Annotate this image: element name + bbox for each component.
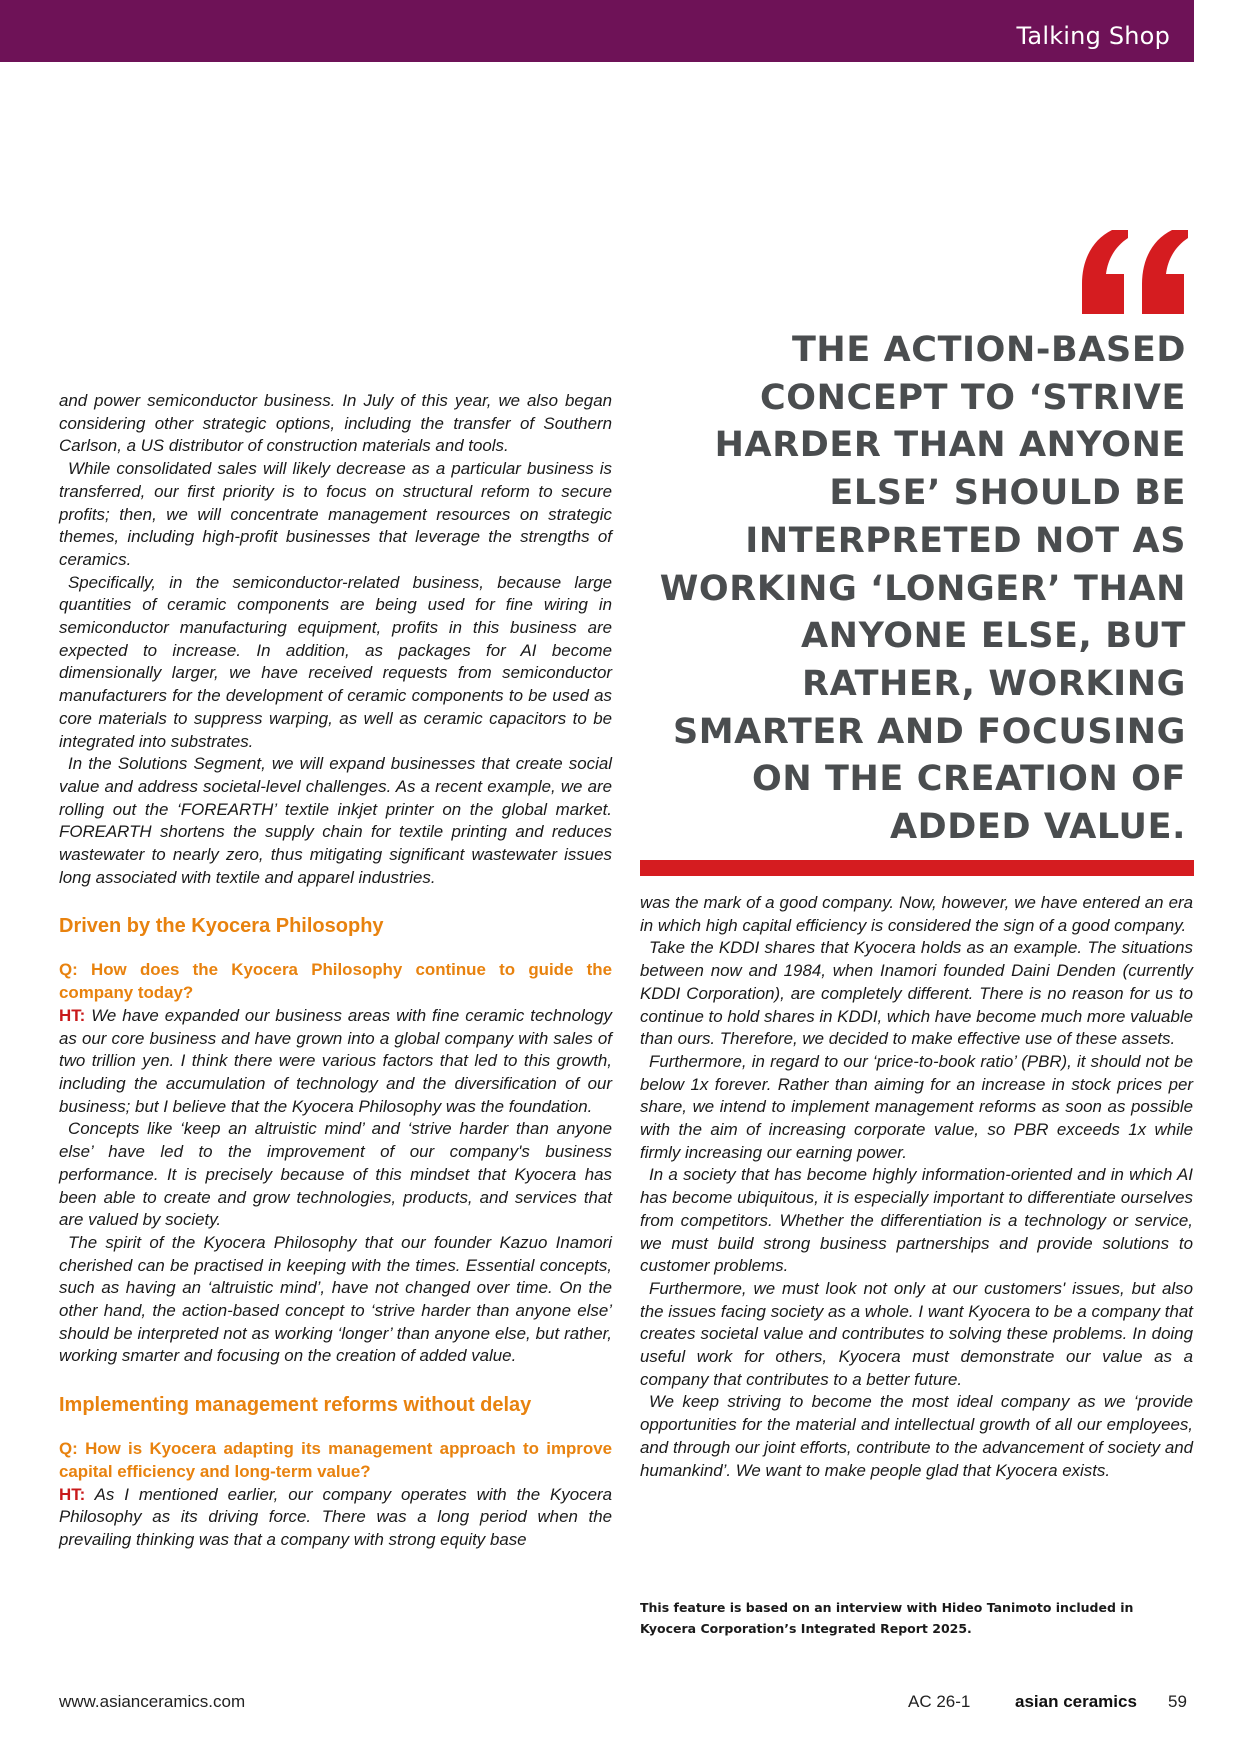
- paragraph: and power semiconductor business. In July of this year, we also began considering other strategic options, including the transfer of Southern Carlson, a US distributor of construction materials and tools.: [59, 391, 612, 456]
- footer-issue: AC 26-1: [908, 1692, 971, 1711]
- paragraph: We keep striving to become the most ideal company as we ‘provide opportunities for the material and intellectual growth of all our employees, and through our joint efforts, contribute to the advancement of society and humankind’. We want to make people glad that Kyocera exists.: [640, 1392, 1193, 1480]
- answer-1-text: We have expanded our business areas with fine ceramic technology as our core business and have grown into a global company with sales of two trillion yen. I think there were various factors that led to this growth, including the accumulation of technology and the diversification of our business; but I believe that the Kyocera Philosophy was the foundation.: [59, 1005, 612, 1116]
- section-title: Talking Shop: [1016, 22, 1170, 50]
- source-credit: This feature is based on an interview with Hideo Tanimoto included in Kyocera Corporation’s Integrated Report 2025.: [640, 1600, 1134, 1636]
- left-column: [59, 390, 612, 1552]
- paragraph: Furthermore, we must look not only at our customers' issues, but also the issues facing society as a whole. I want Kyocera to be a company that creates societal value and contributes to solving these problems. In doing useful work for others, Kyocera must demonstrate our value as a company that contributes to a better future.: [640, 1278, 1193, 1389]
- paragraph: While consolidated sales will likely decrease as a particular business is transferred, our first priority is to focus on structural reform to secure profits; then, we will concentrate management resources on strategic themes, including high-profit businesses that leverage the strengths of ceramics.: [59, 459, 612, 569]
- answer-1: [59, 1005, 612, 1119]
- pull-quote-divider: [640, 860, 1194, 876]
- paragraph: was the mark of a good company. Now, however, we have entered an era in which high capital efficiency is considered the sign of a good company.: [640, 893, 1193, 935]
- page-number: 59: [1168, 1692, 1187, 1711]
- section-heading-philosophy: Driven by the Kyocera Philosophy: [59, 915, 384, 938]
- pull-quote: THE ACTION-BASED CONCEPT TO ‘STRIVE HARDER THAN ANYONE ELSE’ SHOULD BE INTERPRETED NOT AS WORKING ‘LONGER’ THAN ANYONE ELSE, BUT RATHER, WORKING SMARTER AND FOCUSING ON THE CREATION OF ADDED VALUE.: [659, 330, 1186, 848]
- section-heading-reforms: Implementing management reforms without delay: [59, 1394, 532, 1417]
- paragraph: Furthermore, in regard to our ‘price-to-book ratio’ (PBR), it should not be below 1x forever. Rather than aiming for an increase in stock prices per share, we intend to implement management reforms as soon as possible with the aim of increasing corporate value, so PBR exceeds 1x while firmly increasing our earning power.: [640, 1051, 1193, 1162]
- paragraph: In a society that has become highly information-oriented and in which AI has become ubiquitous, it is especially important to differentiate ourselves from competitors. Whether the differentiation is a technology or service, we must build strong business partnerships and provide solutions to customer problems.: [640, 1165, 1193, 1276]
- footer-website-link[interactable]: www.asianceramics.com: [59, 1692, 246, 1711]
- paragraph: In the Solutions Segment, we will expand businesses that create social value and address societal-level challenges. As a recent example, we are rolling out the ‘FOREARTH’ textile inkjet printer on the global market. FOREARTH shortens the supply chain for textile printing and reduces wastewater to nearly zero, thus mitigating significant wastewater issues long associated with textile and apparel industries.: [59, 754, 612, 887]
- paragraph: Specifically, in the semiconductor-related business, because large quantities of ceramic components are being used for fine wiring in semiconductor manufacturing equipment, profits in this business are expected to increase. In addition, as packages for AI become dimensionally larger, we have received requests from semiconductor manufacturers for the development of ceramic components to be used as core materials to suppress warping, as well as ceramic capacitors to be integrated into substrates.: [59, 572, 612, 751]
- footer-brand: asian ceramics: [1015, 1692, 1137, 1711]
- answer-2: [59, 1484, 612, 1552]
- quote-mark-icon: [1080, 226, 1190, 318]
- paragraph: Take the KDDI shares that Kyocera holds as an example. The situations between now and 1984, when Inamori founded Daini Denden (currently KDDI Corporation), are completely different. There is no reason for us to continue to hold shares in KDDI, which have become much more valuable than ours. Therefore, we decided to make effective use of these assets.: [640, 938, 1193, 1049]
- question-1: Q: How does the Kyocera Philosophy continue to guide the company today?: [59, 960, 612, 1003]
- header-bar: [0, 0, 1194, 62]
- answer-2-text: As I mentioned earlier, our company operates with the Kyocera Philosophy as its driving force. There was a long period when the prevailing thinking was that a company with strong equity base: [59, 1484, 612, 1549]
- paragraph: Concepts like ‘keep an altruistic mind’ and ‘strive harder than anyone else’ have led to the improvement of our company's business performance. It is precisely because of this mindset that Kyocera has been able to create and grow technologies, products, and services that are valued by society.: [59, 1119, 612, 1230]
- paragraph: The spirit of the Kyocera Philosophy that our founder Kazuo Inamori cherished can be practised in keeping with the times. Essential concepts, such as having an ‘altruistic mind’, have not changed over time. On the other hand, the action-based concept to ‘strive harder than anyone else’ should be interpreted not as working ‘longer’ than anyone else, but rather, working smarter and focusing on the creation of added value.: [59, 1232, 612, 1366]
- ht-label: HT:: [59, 1005, 86, 1025]
- ht-label: HT:: [59, 1484, 86, 1504]
- question-2: Q: How is Kyocera adapting its management approach to improve capital efficiency and long-term value?: [59, 1439, 612, 1481]
- right-column: [640, 892, 1193, 1482]
